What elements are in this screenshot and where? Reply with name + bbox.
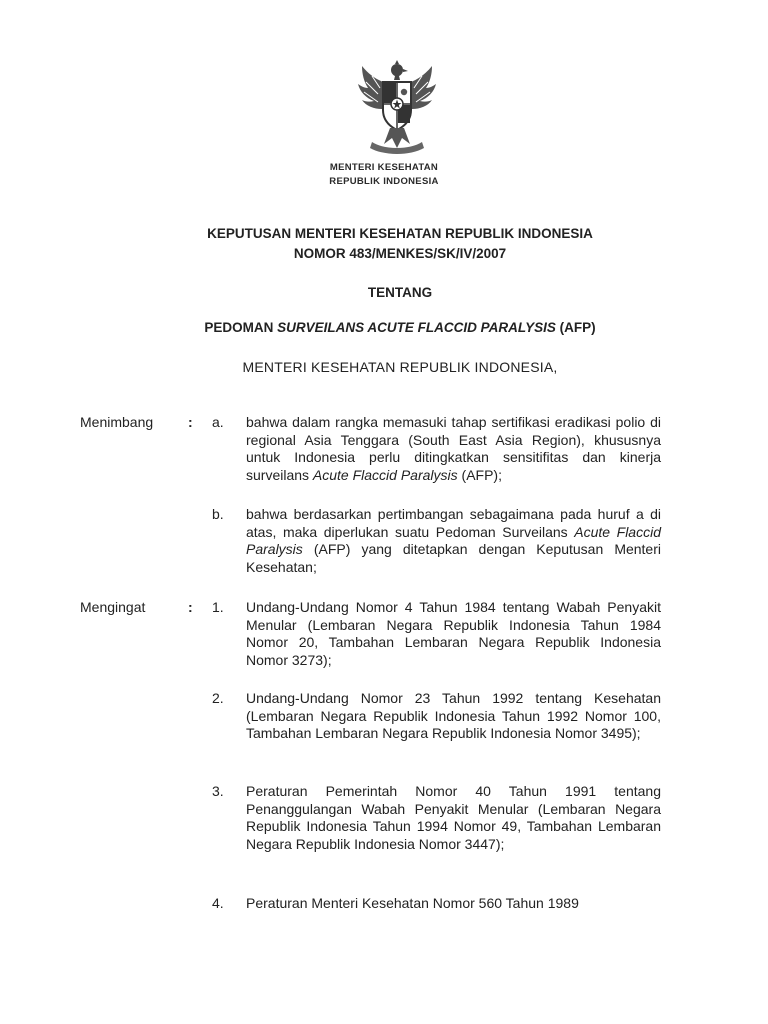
mengingat-marker-4: 4. — [212, 895, 224, 911]
decree-subject — [0, 320, 768, 335]
menimbang-label: Menimbang — [80, 414, 154, 430]
minister-heading: MENTERI KESEHATAN REPUBLIK INDONESIA, — [242, 359, 558, 375]
menimbang-b-italic: Acute Flaccid Paralysis — [246, 523, 661, 557]
issuing-office-line2: REPUBLIK INDONESIA — [329, 176, 439, 187]
menimbang-a-text: bahwa dalam rangka memasuki tahap sertifikasi eradikasi polio di regional Asia Tenggara (South East Asia Region), khususnya untuk Indonesia perlu ditingkatkan sensitifitas dan kinerja surveilans — [246, 414, 661, 483]
menimbang-item-a — [246, 414, 661, 484]
menimbang-marker-b: b. — [212, 506, 224, 522]
tentang-label: TENTANG — [367, 285, 433, 300]
decree-title: KEPUTUSAN MENTERI KESEHATAN REPUBLIK INDONESIA — [207, 226, 593, 241]
mengingat-label: Mengingat — [80, 599, 146, 615]
mengingat-marker-1: 1. — [212, 599, 224, 615]
menimbang-b-text: bahwa berdasarkan pertimbangan sebagaimana pada huruf a di atas, maka diperlukan suatu Pedoman Surveilans — [246, 506, 661, 540]
mengingat-item-2: Undang-Undang Nomor 23 Tahun 1992 tentang Kesehatan (Lembaran Negara Republik Indonesia Tahun 1992 Nomor 100, Tambahan Lembaran Negara Republik Indonesia Nomor 3495); — [246, 690, 661, 741]
menimbang-colon: : — [188, 414, 193, 430]
mengingat-item-1: Undang-Undang Nomor 4 Tahun 1984 tentang Wabah Penyakit Menular (Lembaran Negara Republik Indonesia Tahun 1984 Nomor 20, Tambahan Lembaran Negara Republik Indonesia Nomor 3273); — [246, 599, 661, 668]
menimbang-marker-a: a. — [212, 414, 224, 430]
menimbang-b-text-end: (AFP) yang ditetapkan dengan Keputusan Menteri Kesehatan; — [246, 541, 661, 575]
mengingat-item-4: Peraturan Menteri Kesehatan Nomor 560 Tahun 1989 — [246, 895, 579, 911]
mengingat-colon: : — [188, 599, 193, 615]
subject-prefix: PEDOMAN — [204, 320, 278, 335]
issuing-office-line1: MENTERI KESEHATAN — [329, 162, 439, 173]
subject-italic: SURVEILANS ACUTE FLACCID PARALYSIS — [277, 320, 556, 335]
decree-number: NOMOR 483/MENKES/SK/IV/2007 — [293, 246, 507, 261]
garuda-emblem-icon — [350, 58, 444, 156]
mengingat-marker-2: 2. — [212, 690, 224, 706]
menimbang-item-b — [246, 506, 661, 576]
menimbang-a-italic: Acute Flaccid Paralysis — [312, 466, 458, 483]
subject-suffix: (AFP) — [555, 320, 596, 335]
mengingat-marker-3: 3. — [212, 783, 224, 799]
mengingat-item-3: Peraturan Pemerintah Nomor 40 Tahun 1991 tentang Penanggulangan Wabah Penyakit Menular (Lembaran Negara Republik Indonesia Tahun 1994 Nomor 49, Tambahan Lembaran Negara Republik Indonesia Nomor 3447); — [246, 783, 661, 852]
menimbang-a-text-end: (AFP); — [457, 466, 502, 483]
